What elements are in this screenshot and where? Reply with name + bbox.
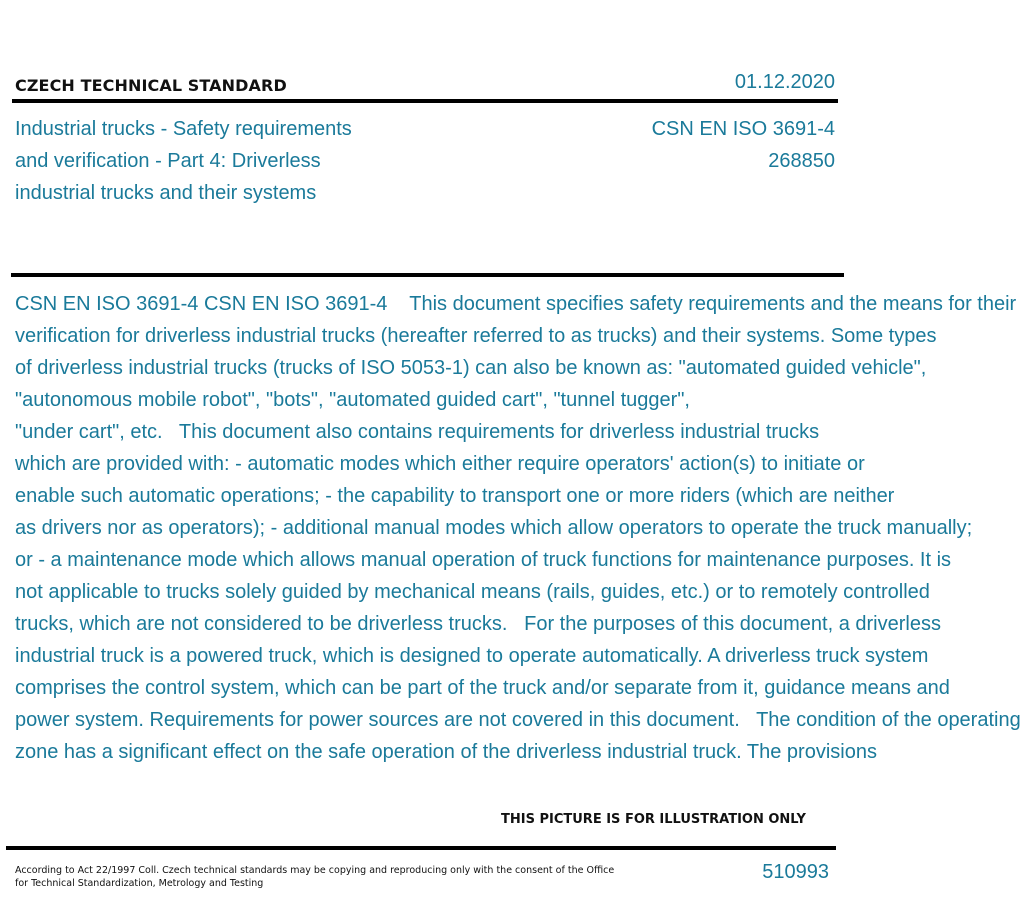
abstract-line: comprises the control system, which can be part of the truck and/or separate from it, guidance means and (15, 677, 950, 699)
title-divider (11, 273, 844, 277)
identifiers (652, 113, 835, 177)
legal-notice (15, 864, 615, 890)
abstract-line: or - a maintenance mode which allows manual operation of truck functions for maintenance purposes. It is (15, 549, 952, 571)
abstract-line: "under cart", etc. This document also contains requirements for driverless industrial trucks (15, 421, 820, 443)
catalog-number: 510993 (762, 861, 829, 883)
title-line: industrial trucks and their systems (15, 182, 317, 204)
abstract-line: CSN EN ISO 3691-4 CSN EN ISO 3691-4 This document specifies safety requirements and the means for their (15, 293, 1017, 315)
abstract-line: zone has a significant effect on the safe operation of the driverless industrial truck. The provisions (15, 741, 877, 763)
standard-title (15, 113, 405, 209)
abstract-line: "autonomous mobile robot", "bots", "automated guided cart", "tunnel tugger", (15, 389, 690, 411)
abstract-line: verification for driverless industrial trucks (hereafter referred to as trucks) and their systems. Some types (15, 325, 937, 347)
abstract-text (15, 288, 1021, 768)
abstract-line: power system. Requirements for power sources are not covered in this document. The condition of the operating (15, 709, 1021, 731)
illustration-note: THIS PICTURE IS FOR ILLUSTRATION ONLY (501, 812, 806, 827)
abstract-line: of driverless industrial trucks (trucks of ISO 5053-1) can also be known as: "automated guided vehicle", (15, 357, 927, 379)
standard-label: CZECH TECHNICAL STANDARD (15, 76, 287, 95)
title-line: Industrial trucks - Safety requirements (15, 118, 352, 140)
abstract-line: industrial truck is a powered truck, which is designed to operate automatically. A driverless truck system (15, 645, 929, 667)
legal-line: for Technical Standardization, Metrology and Testing (15, 878, 264, 889)
abstract-line: which are provided with: - automatic modes which either require operators' action(s) to initiate or (15, 453, 865, 475)
publication-date: 01.12.2020 (734, 71, 835, 93)
abstract-line: not applicable to trucks solely guided by mechanical means (rails, guides, etc.) or to remotely controlled (15, 581, 930, 603)
footer-divider (6, 846, 836, 850)
abstract-line: trucks, which are not considered to be driverless trucks. For the purposes of this document, a driverless (15, 613, 941, 635)
abstract-line: as drivers nor as operators); - additional manual modes which allow operators to operate the truck manually; (15, 517, 973, 539)
legal-line: According to Act 22/1997 Coll. Czech technical standards may be copying and reproducing only with the consent of the Office (15, 865, 615, 876)
abstract-line: enable such automatic operations; - the capability to transport one or more riders (which are neither (15, 485, 895, 507)
class-number: 268850 (768, 150, 835, 172)
standard-code: CSN EN ISO 3691-4 (651, 118, 835, 140)
title-line: and verification - Part 4: Driverless (15, 150, 321, 172)
header-divider (12, 99, 838, 103)
